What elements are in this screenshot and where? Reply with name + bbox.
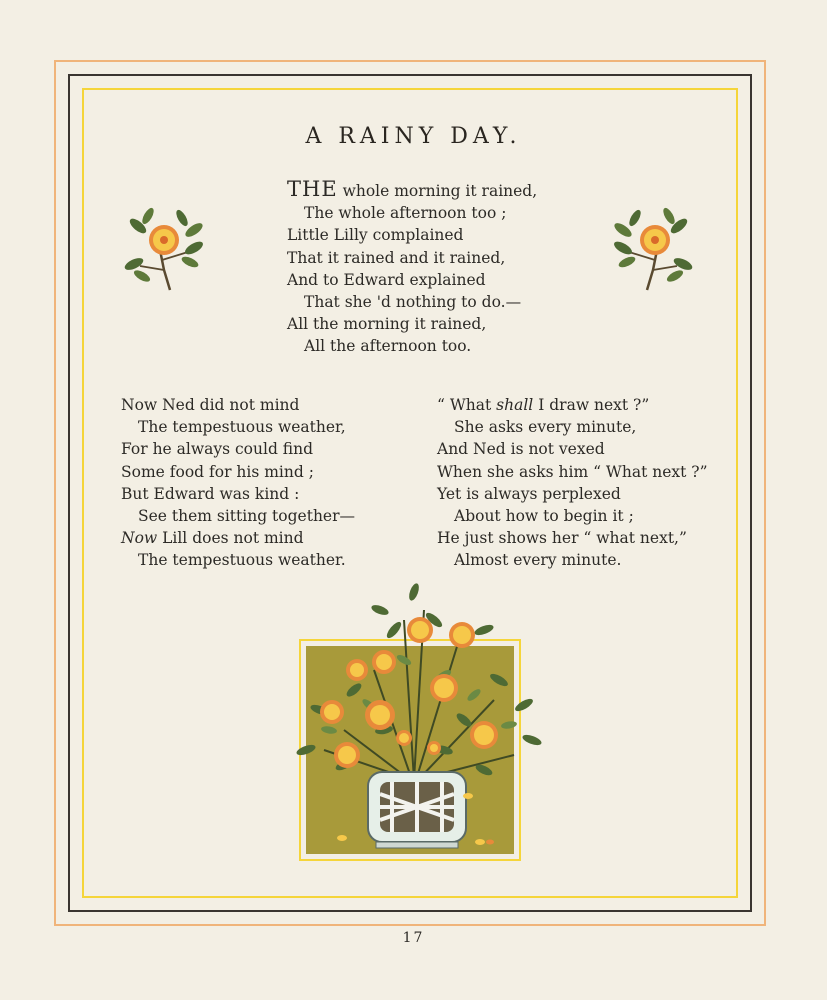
- poem-line: [121, 527, 355, 549]
- right-stanza: [437, 394, 708, 572]
- page-title: A RAINY DAY.: [305, 124, 522, 149]
- poem-line: And Ned is not vexed: [437, 440, 605, 459]
- poem-line: The tempestuous weather,: [138, 418, 346, 437]
- italic-word: shall: [496, 396, 534, 414]
- drop-cap: THE: [287, 177, 338, 201]
- intro-stanza: [287, 178, 537, 358]
- poem-line: That she 'd nothing to do.—: [304, 293, 522, 312]
- poem-line: He just shows her “ what next,”: [437, 529, 687, 548]
- rose-bouquet-illustration: [284, 580, 546, 866]
- poem-line-text: “ What: [437, 396, 497, 414]
- poem-line: Some food for his mind ;: [121, 462, 314, 481]
- poem-line: About how to begin it ;: [454, 507, 634, 526]
- poem-line: Almost every minute.: [454, 551, 622, 570]
- poem-line: The tempestuous weather.: [138, 551, 346, 570]
- poem-line: When she asks him “ What next ?”: [437, 462, 708, 481]
- rose-sprig-icon: [607, 204, 699, 296]
- lattice-vase: [368, 772, 466, 848]
- poem-line: The whole afternoon too ;: [304, 204, 507, 223]
- poem-line: That it rained and it rained,: [287, 248, 506, 267]
- poem-line-text: whole morning it rained,: [337, 182, 538, 200]
- poem-line: But Edward was kind :: [121, 484, 300, 503]
- poem-line: [287, 178, 537, 202]
- poem-line: Now Ned did not mind: [121, 396, 300, 414]
- page-number: 17: [402, 930, 425, 946]
- poem-line: Yet is always perplexed: [437, 484, 621, 503]
- poem-line: All the morning it rained,: [287, 315, 487, 334]
- poem-line: For he always could find: [121, 440, 314, 459]
- rose-sprig-icon: [120, 204, 212, 296]
- poem-line: Little Lilly complained: [287, 226, 464, 245]
- poem-line-text: I draw next ?”: [533, 396, 650, 414]
- poem-line-text: Lill does not mind: [157, 529, 304, 548]
- poem-line: See them sitting together—: [138, 507, 356, 526]
- poem-line: She asks every minute,: [454, 418, 637, 437]
- italic-word: Now: [121, 529, 158, 548]
- left-stanza: [121, 394, 355, 572]
- poem-line: [437, 394, 708, 416]
- poem-line: All the afternoon too.: [304, 337, 472, 356]
- poem-line: And to Edward explained: [287, 270, 486, 289]
